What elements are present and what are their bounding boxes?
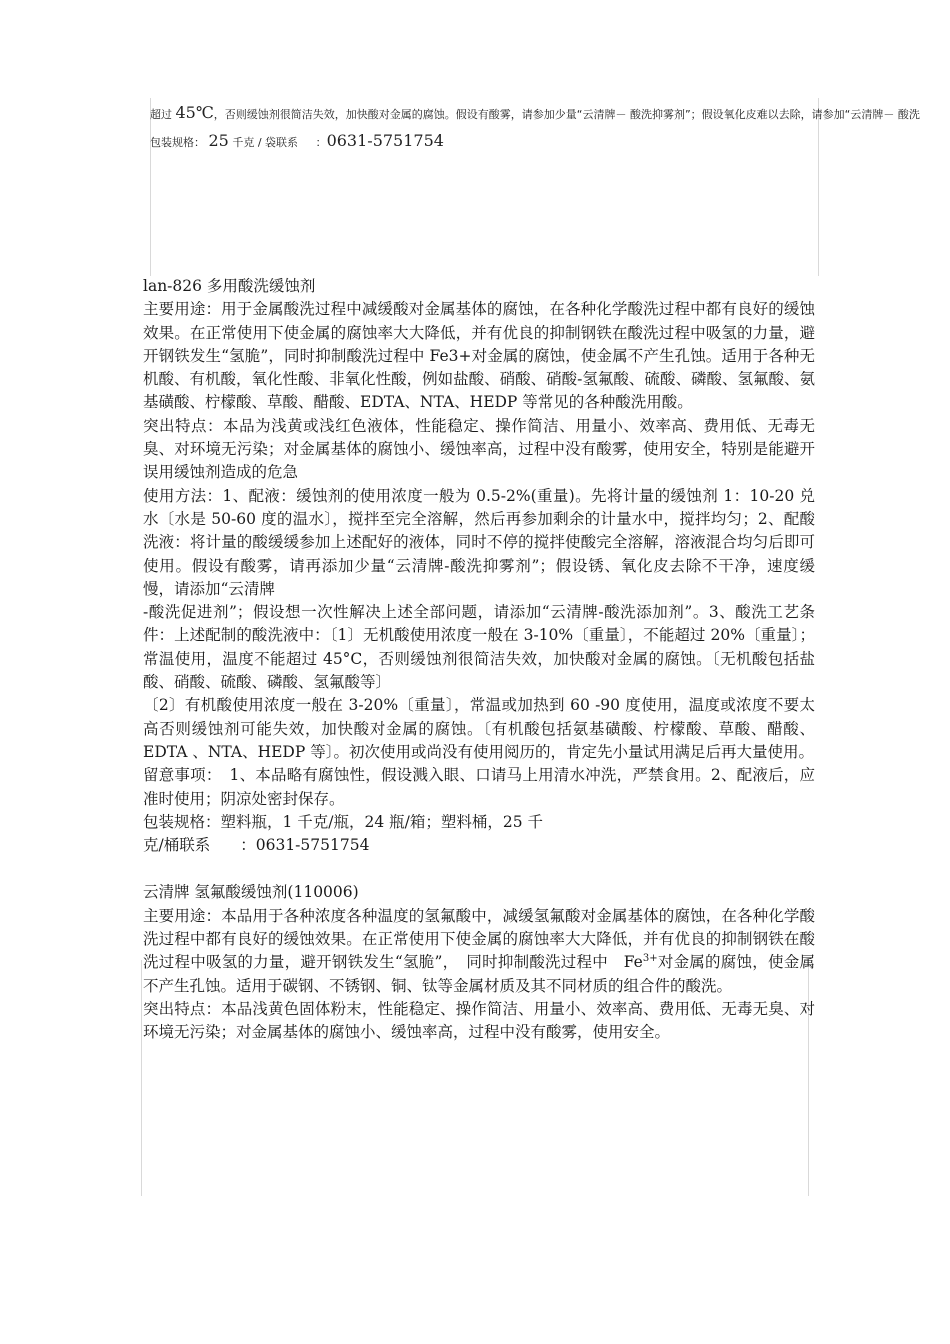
product1-method: 使用方法：1、配液：缓蚀剂的使用浓度一般为 0.5-2%(重量)。先将计量的缓蚀剂 1：10-20 兑水〔水是 50-60 度的温水〕，搅拌至完全溶解，然后再参加剩余的计量水中，搅拌均匀；2、配酸洗液：将计量的酸缓缓参加上述配好的液体，同时不停的搅拌使酸完全溶解，溶液混合均匀后即可使用。假设有酸雾，请再添加少量“云清牌-酸洗抑雾剂”；假设锈、氧化皮去除不干净，速度缓慢，请添加“云清牌 xyxy=(143,486,815,598)
product2-title: 云清牌 氢氟酸缓蚀剂(110006) xyxy=(143,883,359,902)
document-body xyxy=(143,275,815,1045)
product1-notes: 留意事项： 1、本品略有腐蚀性，假设溅入眼、口请马上用清水冲洗，严禁食用。2、配液后，应准时使用；阴凉处密封保存。 xyxy=(143,766,815,808)
top-line-2-phone: 0631-5751754 xyxy=(326,131,444,150)
product2-usage-part-a: 主要用途：本品用于各种浓度各种温度的氢氟酸中，减缓氢氟酸对金属基体的腐蚀，在各种化学酸洗过程中都有良好的缓蚀效果。在正常使用下使金属的腐蚀率大大降低，并有优良的抑制钢铁在酸洗过程中吸氢的力量，避开钢铁发生“氢脆”， 同时抑制酸洗过程中 Fe xyxy=(143,906,815,972)
top-line-1-prefix: 超过 xyxy=(150,108,176,121)
top-line-2 xyxy=(150,128,820,156)
product1-packaging: 包装规格：塑料瓶，1 千克/瓶，24 瓶/箱；塑料桶，25 千 xyxy=(143,812,544,831)
frame-line-left xyxy=(141,960,142,1196)
product1-features: 突出特点：本品为浅黄或浅红色液体，性能稳定、操作简洁、用量小、效率高、费用低、无毒无臭、对环境无污染；对金属基体的腐蚀小、缓蚀率高，过程中没有酸雾，使用安全，特别是能避开误用缓蚀剂造成的危急 xyxy=(143,416,815,482)
product1-contact xyxy=(143,834,815,857)
product1-title: lan-826 多用酸洗缓蚀剂 xyxy=(143,277,316,295)
product2-usage-sup: 3+ xyxy=(642,953,658,965)
top-line-2-label: 包装规格： xyxy=(150,136,205,149)
top-line-1-rest: ，否则缓蚀剂很简洁失效，加快酸对金属的腐蚀。假设有酸雾，请参加少量“云清牌－ 酸洗抑雾剂”；假设氧化皮难以去除，请参加“云清牌－ 酸洗 xyxy=(213,108,920,121)
top-line-1 xyxy=(150,100,920,128)
top-line-2-colon: ： xyxy=(315,136,327,149)
top-line-2-unit: 千克 / 袋联系 xyxy=(232,136,299,149)
product1-method-cont: -酸洗促进剂”；假设想一次性解决上述全部问题，请添加“云清牌-酸洗添加剂”。3、酸洗工艺条件：上述配制的酸洗液中：〔1〕无机酸使用浓度一般在 3-10%〔重量〕，不能超过 20%〔重量〕；常温使用，温度不能超过 45°C，否则缓蚀剂很简洁失效，加快酸对金属的腐蚀。〔无机酸包括盐酸、硝酸、硫酸、磷酸、氢氟酸等〕 xyxy=(143,603,815,692)
product2-usage-part-b: 对金属的腐蚀，使金属不产生孔蚀。适用于碳钢、不锈钢、铜、钛等金属材质及其不同材质的组合件的酸洗。 xyxy=(143,953,815,995)
product1-organic-acid: 〔2〕有机酸使用浓度一般在 3-20%〔重量〕，常温或加热到 60 -90 度使用，温度或浓度不要太高否则缓蚀剂可能失效，加快酸对金属的腐蚀。〔有机酸包括氨基磺酸、柠檬酸、草酸、醋酸、EDTA 、NTA、HEDP 等〕。初次使用或尚没有使用阅历的，肯定先小量试用满足后再大量使用。 xyxy=(143,696,815,761)
product1-contact-phone: ：0631-5751754 xyxy=(240,836,370,855)
product1-usage: 主要用途：用于金属酸洗过程中减缓酸对金属基体的腐蚀，在各种化学酸洗过程中都有良好的缓蚀效果。在正常使用下使金属的腐蚀率大大降低，并有优良的抑制钢铁在酸洗过程中吸氢的力量，避开钢铁发生“氢脆”，同时抑制酸洗过程中 Fe3+对金属的腐蚀，使金属不产生孔蚀。适用于各种无机酸、有机酸，氧化性酸、非氧化性酸，例如盐酸、硝酸、硝酸-氢氟酸、硫酸、磷酸、氢氟酸、氨基磺酸、柠檬酸、草酸、醋酸、EDTA、NTA、HEDP 等常见的各种酸洗用酸。 xyxy=(143,300,815,412)
top-clipped-block xyxy=(150,100,920,276)
product2-usage xyxy=(143,905,815,998)
top-line-2-amount: 25 xyxy=(208,131,229,150)
product1-contact-label: 克/桶联系 xyxy=(143,836,211,855)
product2-features: 突出特点：本品浅黄色固体粉末，性能稳定、操作简洁、用量小、效率高、费用低、无毒无臭、对环境无污染；对金属基体的腐蚀小、缓蚀率高，过程中没有酸雾，使用安全。 xyxy=(143,999,815,1042)
top-line-1-temp: 45℃ xyxy=(175,103,214,122)
